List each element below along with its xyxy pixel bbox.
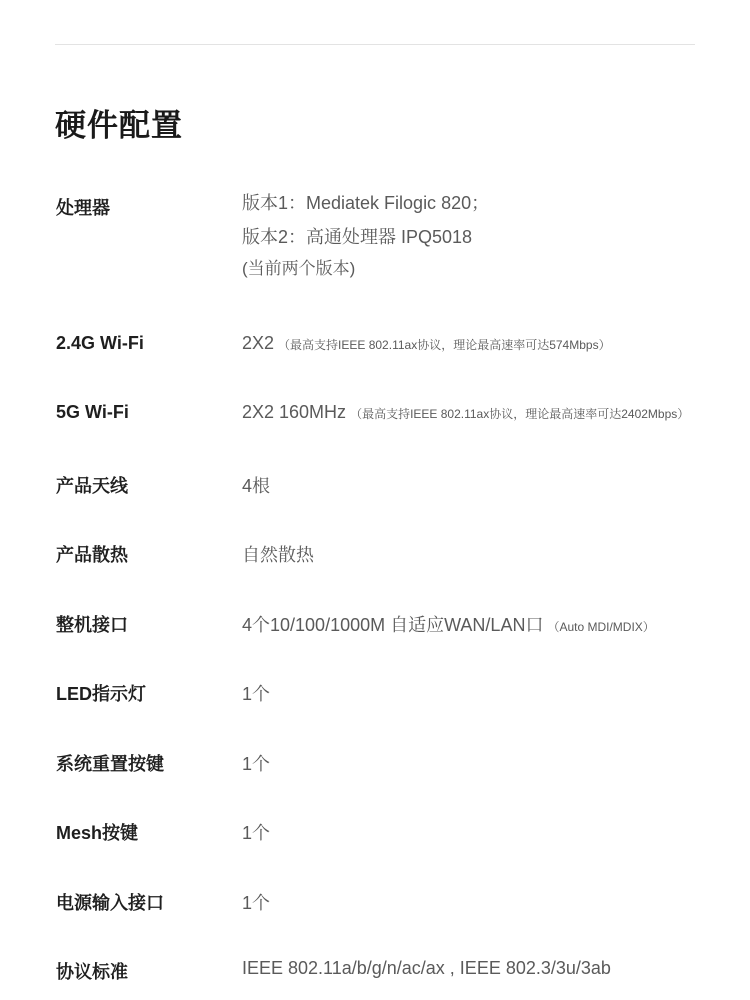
spec-value-wifi-24g — [242, 333, 611, 354]
cpu-version-note: (当前两个版本) — [242, 259, 356, 278]
spec-value-power: 1个 — [242, 893, 271, 913]
ports-note: （Auto MDI/MDIX） — [547, 620, 655, 634]
spec-label-power: 电源输入接口 — [56, 893, 164, 913]
spec-label-reset: 系统重置按键 — [56, 754, 164, 774]
spec-label-antenna: 产品天线 — [56, 476, 128, 496]
cpu-version-2: 版本2：高通处理器 IPQ5018 — [242, 227, 473, 247]
spec-label-cooling: 产品散热 — [56, 545, 128, 565]
spec-label-protocol: 协议标准 — [56, 962, 128, 982]
spec-value-led: 1个 — [242, 684, 271, 704]
section-title: 硬件配置 — [55, 108, 183, 143]
spec-value-antenna: 4根 — [242, 476, 271, 496]
spec-value-mesh: 1个 — [242, 823, 271, 843]
spec-label-cpu: 处理器 — [56, 198, 110, 218]
wifi-5g-note: （最高支持IEEE 802.11ax协议，理论最高速率可达2402Mbps） — [350, 407, 690, 421]
wifi-24g-streams: 2X2 — [242, 333, 275, 353]
spec-label-wifi-24g: 2.4G Wi-Fi — [56, 333, 144, 353]
spec-value-cpu — [242, 186, 489, 284]
cpu-version-1: 版本1：Mediatek Filogic 820； — [242, 193, 490, 213]
wifi-5g-streams: 2X2 160MHz — [242, 402, 347, 422]
top-divider — [55, 44, 695, 45]
spec-value-wifi-5g — [242, 402, 689, 423]
wifi-24g-note: （最高支持IEEE 802.11ax协议，理论最高速率可达574Mbps） — [278, 338, 611, 352]
spec-label-led: LED指示灯 — [56, 684, 146, 704]
spec-value-cooling: 自然散热 — [242, 545, 314, 565]
spec-value-protocol: IEEE 802.11a/b/g/n/ac/ax , IEEE 802.3/3u/3ab — [242, 958, 611, 978]
spec-label-ports: 整机接口 — [56, 615, 128, 635]
ports-description: 4个10/100/1000M 自适应WAN/LAN口 — [242, 615, 544, 635]
spec-value-ports — [242, 611, 655, 637]
spec-label-mesh: Mesh按键 — [56, 823, 139, 843]
spec-label-wifi-5g: 5G Wi-Fi — [56, 402, 129, 422]
spec-value-reset: 1个 — [242, 754, 271, 774]
